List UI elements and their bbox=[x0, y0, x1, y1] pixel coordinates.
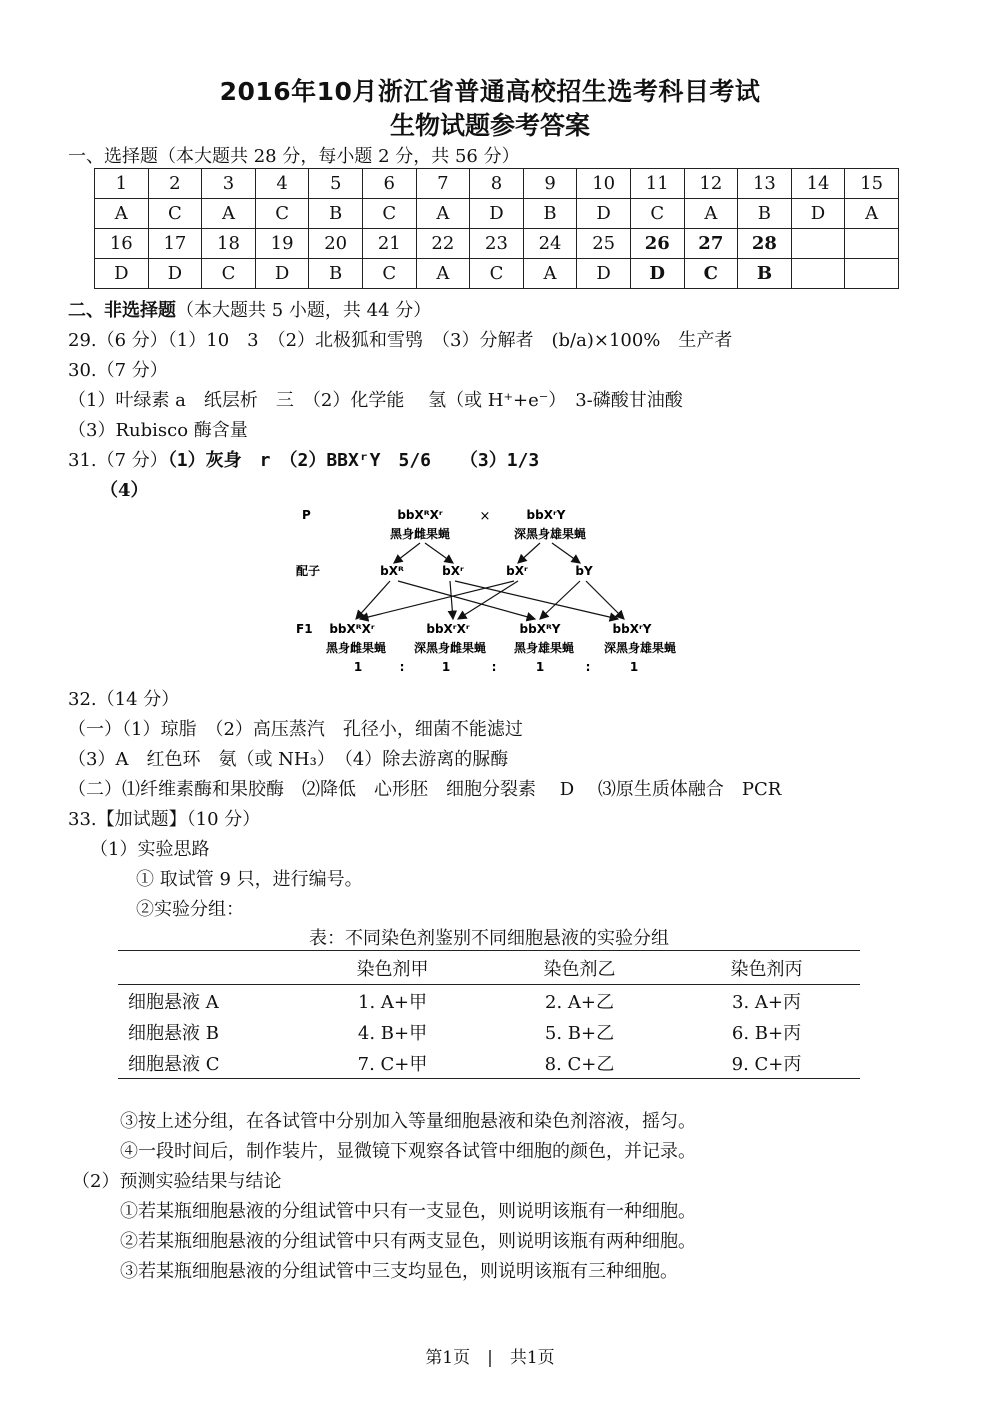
table-cell: 4. B+甲 bbox=[357, 1022, 428, 1044]
q33-result1: ①若某瓶细胞悬液的分组试管中只有一支显色，则说明该瓶有一种细胞。 bbox=[120, 1201, 696, 1222]
table-cell: D bbox=[470, 199, 524, 229]
arrow bbox=[394, 543, 420, 563]
table-row bbox=[95, 169, 899, 199]
table-header: 染色剂丙 bbox=[673, 951, 860, 985]
table-cell: 2. A+乙 bbox=[545, 991, 614, 1013]
q30-line1: （1）叶绿素 a 纸层析 三 （2）化学能 氢（或 H⁺+e⁻） 3-磷酸甘油酸 bbox=[68, 390, 683, 411]
table-cell: C bbox=[148, 199, 202, 229]
table-cell bbox=[845, 259, 899, 289]
table-cell: D bbox=[95, 259, 149, 289]
f1-phenotype-4: 深黑身雄果蝇 bbox=[603, 641, 677, 655]
section1-heading: 一、选择题（本大题共 28 分，每小题 2 分，共 56 分） bbox=[68, 146, 520, 167]
q33-step3: ③按上述分组，在各试管中分别加入等量细胞悬液和染色剂溶液，摇匀。 bbox=[120, 1111, 696, 1132]
table-cell: D bbox=[255, 259, 309, 289]
table-row bbox=[118, 985, 860, 1017]
ratio-2: 1 bbox=[441, 660, 451, 674]
f1-phenotype-3: 黑身雄果蝇 bbox=[513, 641, 575, 655]
q33-result3: ③若某瓶细胞悬液的分组试管中三支均显色，则说明该瓶有三种细胞。 bbox=[120, 1261, 678, 1282]
table-cell: 细胞悬液 C bbox=[118, 1047, 299, 1079]
table-cell: 细胞悬液 B bbox=[128, 1022, 219, 1044]
ratio-sep-1: : bbox=[399, 660, 405, 674]
gamete-1: bXᴿ bbox=[380, 564, 404, 578]
ratio-3: 1 bbox=[535, 660, 545, 674]
table-cell: 3. A+丙 bbox=[732, 991, 801, 1013]
table-cell: 6. B+丙 bbox=[731, 1022, 802, 1044]
table-cell: 6 bbox=[362, 169, 416, 199]
table-cell: 7. C+甲 bbox=[299, 1047, 486, 1079]
gamete-2: bXʳ bbox=[442, 564, 464, 578]
table-cell: D bbox=[791, 199, 845, 229]
ratio-4: 1 bbox=[629, 660, 639, 674]
table-cell: 20 bbox=[309, 229, 363, 259]
table-cell: A bbox=[523, 259, 577, 289]
arrow bbox=[552, 543, 580, 563]
table-title: 表：不同染色剂鉴别不同细胞悬液的实验分组 bbox=[309, 928, 669, 949]
table-cell: C bbox=[362, 199, 416, 229]
table-header-row bbox=[118, 951, 860, 985]
table-cell bbox=[791, 259, 845, 289]
gamete-label: 配子 bbox=[296, 564, 321, 578]
table-cell: 8. C+乙 bbox=[486, 1047, 673, 1079]
table-cell: 9 bbox=[523, 169, 577, 199]
p-label: P bbox=[302, 508, 311, 522]
arrow bbox=[425, 543, 453, 563]
table-cell: 22 bbox=[416, 229, 470, 259]
table-cell: A bbox=[202, 199, 256, 229]
table-cell: 25 bbox=[577, 229, 631, 259]
table-row bbox=[95, 229, 899, 259]
table-header bbox=[118, 951, 299, 985]
ratio-sep-3: : bbox=[585, 660, 591, 674]
table-cell: 3 bbox=[202, 169, 256, 199]
parent2-phenotype: 深黑身雄果蝇 bbox=[513, 527, 587, 541]
section2-heading-rest: （本大题共 5 小题，共 44 分） bbox=[176, 300, 432, 321]
table-cell: D bbox=[630, 259, 684, 289]
q30-line2: （3）Rubisco 酶含量 bbox=[68, 420, 248, 441]
table-cell: 19 bbox=[255, 229, 309, 259]
table-cell: B bbox=[309, 259, 363, 289]
table-cell: 18 bbox=[202, 229, 256, 259]
arrow bbox=[518, 543, 540, 563]
q31-head: 31.（7 分） bbox=[68, 450, 168, 471]
table-cell: 23 bbox=[470, 229, 524, 259]
q32-line3: （二）⑴纤维素酶和果胶酶 ⑵降低 心形胚 细胞分裂素 D ⑶原生质体融合 PCR bbox=[68, 779, 782, 800]
table-cell: B bbox=[309, 199, 363, 229]
table-cell: C bbox=[255, 199, 309, 229]
table-cell: 2 bbox=[148, 169, 202, 199]
parent2-genotype: bbXʳY bbox=[526, 508, 566, 522]
table-cell: A bbox=[845, 199, 899, 229]
cross-symbol: × bbox=[479, 509, 491, 524]
page-subtitle: 生物试题参考答案 bbox=[389, 111, 590, 140]
table-cell: 17 bbox=[148, 229, 202, 259]
q29-answer: 29.（6 分）（1）10 3 （2）北极狐和雪鸮 （3）分解者 (b/a)×100% 生产者 bbox=[68, 330, 733, 351]
f1-genotype-4: bbXʳY bbox=[612, 622, 652, 636]
table-cell: C bbox=[362, 259, 416, 289]
table-row bbox=[95, 259, 899, 289]
table-header: 染色剂甲 bbox=[299, 951, 486, 985]
q31-line1 bbox=[68, 446, 539, 472]
table-cell: A bbox=[416, 259, 470, 289]
f1-genotype-3: bbXᴿY bbox=[519, 622, 561, 636]
table-cell: D bbox=[577, 199, 631, 229]
table-cell: 1. A+甲 bbox=[358, 991, 427, 1013]
gamete-arrows bbox=[356, 581, 624, 619]
q33-part1: （1）实验思路 bbox=[90, 839, 210, 860]
q33-part2: （2）预测实验结果与结论 bbox=[72, 1171, 282, 1192]
table-cell: 24 bbox=[523, 229, 577, 259]
table-row bbox=[118, 1047, 860, 1079]
table-cell: 5. B+乙 bbox=[544, 1022, 615, 1044]
table-cell: C bbox=[684, 259, 738, 289]
page-footer: 第1页 | 共1页 bbox=[425, 1348, 555, 1368]
table-row bbox=[95, 199, 899, 229]
table-cell: D bbox=[148, 259, 202, 289]
q33-step4: ④一段时间后，制作装片，显微镜下观察各试管中细胞的颜色，并记录。 bbox=[120, 1141, 696, 1162]
ratio-1: 1 bbox=[353, 660, 363, 674]
table-cell: 细胞悬液 A bbox=[128, 991, 219, 1013]
table-cell: 26 bbox=[630, 229, 684, 259]
table-cell: 8 bbox=[470, 169, 524, 199]
table-header: 染色剂乙 bbox=[486, 951, 673, 985]
section2-heading bbox=[68, 296, 431, 322]
q32-head: 32.（14 分） bbox=[68, 689, 180, 710]
table-cell: 1 bbox=[95, 169, 149, 199]
table-cell: 5 bbox=[309, 169, 363, 199]
table-cell: C bbox=[202, 259, 256, 289]
q30-head: 30.（7 分） bbox=[68, 360, 168, 381]
table-cell: 27 bbox=[684, 229, 738, 259]
q33-step2: ②实验分组： bbox=[136, 899, 244, 920]
table-cell: B bbox=[738, 199, 792, 229]
parent1-genotype: bbXᴿXʳ bbox=[397, 508, 443, 522]
table-cell: 16 bbox=[95, 229, 149, 259]
group-table bbox=[118, 950, 860, 1079]
table-cell: 7 bbox=[416, 169, 470, 199]
table-cell: A bbox=[684, 199, 738, 229]
table-row bbox=[118, 1016, 860, 1047]
genetic-cross-diagram bbox=[290, 503, 710, 675]
q32-line2: （3）A 红色环 氨（或 NH₃） （4）除去游离的脲酶 bbox=[68, 749, 509, 770]
q32-line1: （一）（1）琼脂 （2）高压蒸汽 孔径小，细菌不能滤过 bbox=[68, 719, 523, 740]
table-cell: C bbox=[470, 259, 524, 289]
table-cell: A bbox=[416, 199, 470, 229]
table-cell: 12 bbox=[684, 169, 738, 199]
table-cell: D bbox=[577, 259, 631, 289]
gamete-3: bXʳ bbox=[506, 564, 528, 578]
table-cell: 21 bbox=[362, 229, 416, 259]
table-cell: 11 bbox=[630, 169, 684, 199]
q33-step1: ① 取试管 9 只，进行编号。 bbox=[136, 869, 363, 890]
f1-phenotype-2: 深黑身雌果蝇 bbox=[413, 641, 487, 655]
table-cell: A bbox=[95, 199, 149, 229]
section2-heading-bold: 二、非选择题 bbox=[68, 300, 176, 321]
q33-head: 33.【加试题】（10 分） bbox=[68, 809, 261, 830]
f1-phenotype-1: 黑身雌果蝇 bbox=[325, 641, 387, 655]
table-cell: 9. C+丙 bbox=[673, 1047, 860, 1079]
table-cell: B bbox=[738, 259, 792, 289]
gamete-4: bY bbox=[575, 564, 593, 578]
table-cell: 14 bbox=[791, 169, 845, 199]
q33-result2: ②若某瓶细胞悬液的分组试管中只有两支显色，则说明该瓶有两种细胞。 bbox=[120, 1231, 696, 1252]
table-cell: 28 bbox=[738, 229, 792, 259]
table-cell: B bbox=[523, 199, 577, 229]
table-cell: 15 bbox=[845, 169, 899, 199]
table-cell: 4 bbox=[255, 169, 309, 199]
page-title: 2016年10月浙江省普通高校招生选考科目考试 bbox=[219, 77, 761, 106]
f1-label: F1 bbox=[296, 622, 313, 636]
f1-genotype-1: bbXᴿXʳ bbox=[329, 622, 375, 636]
q31-line2: （4） bbox=[100, 480, 149, 501]
answer-table bbox=[94, 168, 899, 289]
q31-answer: （1）灰身 r （2）BBXʳY 5/6 （3）1/3 bbox=[167, 450, 540, 471]
table-cell bbox=[791, 229, 845, 259]
table-cell: C bbox=[630, 199, 684, 229]
ratio-sep-2: : bbox=[491, 660, 497, 674]
f1-genotype-2: bbXʳXʳ bbox=[426, 622, 470, 636]
parent1-phenotype: 黑身雌果蝇 bbox=[389, 527, 451, 541]
table-cell bbox=[845, 229, 899, 259]
table-cell: 10 bbox=[577, 169, 631, 199]
table-cell: 13 bbox=[738, 169, 792, 199]
